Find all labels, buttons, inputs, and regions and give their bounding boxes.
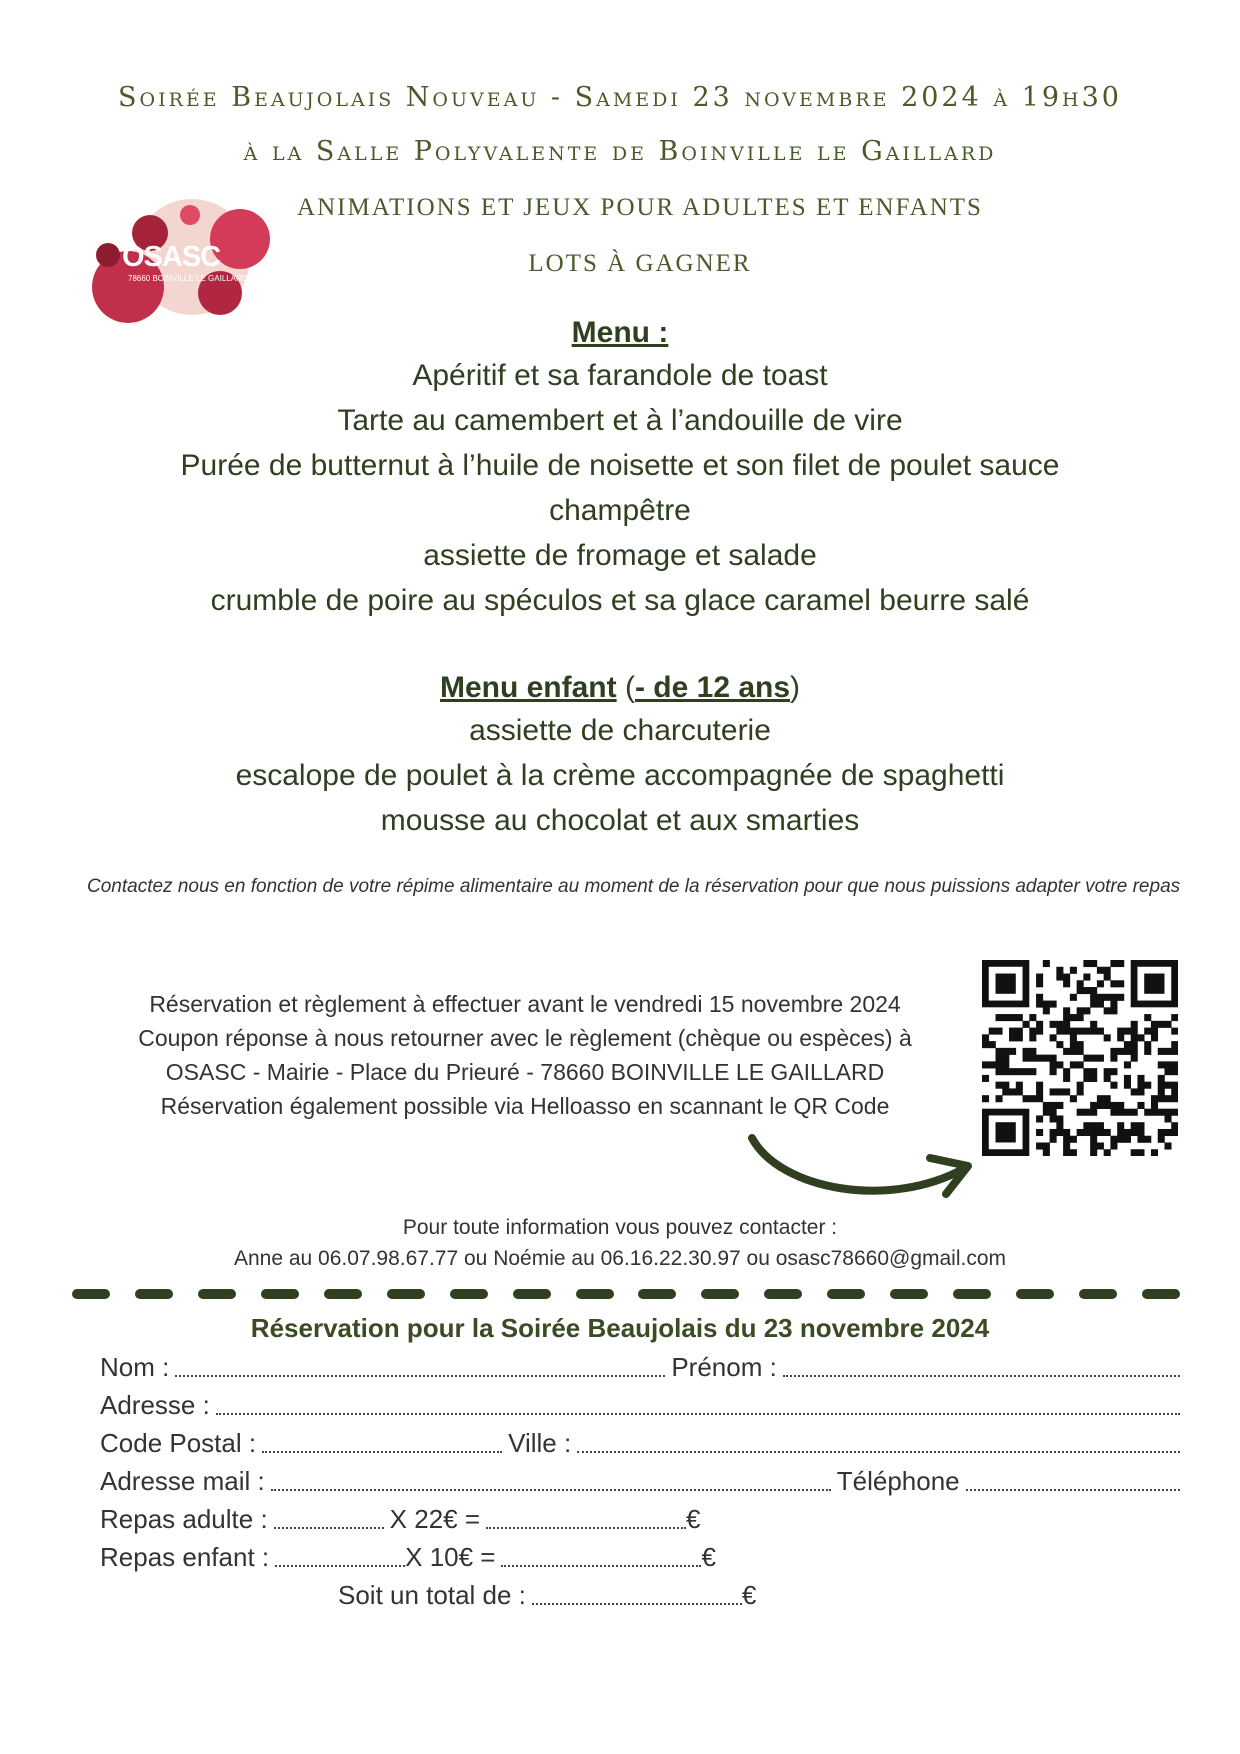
qr-code[interactable] xyxy=(982,960,1178,1156)
menu-item: champêtre xyxy=(549,494,691,527)
euro-sign: € xyxy=(686,1504,701,1534)
contact-line-1: Pour toute information vous pouvez contacter : xyxy=(402,1216,838,1239)
telephone-label: Téléphone xyxy=(836,1466,960,1496)
ville-label: Ville : xyxy=(508,1428,572,1458)
lots-text: LOTS À GAGNER xyxy=(528,250,752,277)
contact-line-2: Anne au 06.07.98.67.77 ou Noémie au 06.16.22.30.97 ou osasc78660@gmail.com xyxy=(233,1247,1007,1270)
animations-text: ANIMATIONS ET JEUX POUR ADULTES ET ENFANTS xyxy=(297,194,983,221)
email-field[interactable] xyxy=(271,1481,831,1491)
form-title: Réservation pour la Soirée Beaujolais du 23 novembre 2024 xyxy=(250,1313,990,1343)
form-row-name xyxy=(100,1345,1180,1383)
reservation-form xyxy=(100,1345,1180,1611)
telephone-field[interactable] xyxy=(966,1481,1180,1491)
form-row-address xyxy=(100,1383,1180,1421)
total-adulte-field[interactable] xyxy=(486,1519,686,1529)
arrow-icon xyxy=(740,1130,980,1210)
form-row-contact xyxy=(100,1459,1180,1497)
menu-item: Tarte au camembert et à l’andouille de vire xyxy=(337,404,903,437)
kids-menu-age: - de 12 ans xyxy=(634,671,791,704)
kids-menu-heading: Menu enfant (- de 12 ans) xyxy=(439,671,801,704)
kids-menu-item: mousse au chocolat et aux smarties xyxy=(380,804,860,837)
diet-note: Contactez nous en fonction de votre répime alimentaire au moment de la réservation pour que nous puissions adapter votre repas xyxy=(87,876,1181,897)
form-row-city xyxy=(100,1421,1180,1459)
adresse-field[interactable] xyxy=(216,1405,1180,1415)
euro-sign: € xyxy=(741,1580,757,1610)
menu-item: Apéritif et sa farandole de toast xyxy=(412,359,828,392)
nom-field[interactable] xyxy=(175,1367,665,1377)
code-postal-label: Code Postal : xyxy=(100,1428,257,1458)
kids-menu-title: Menu enfant xyxy=(439,671,617,704)
prix-enfant-label: X 10€ = xyxy=(405,1542,496,1572)
ville-field[interactable] xyxy=(577,1443,1180,1453)
event-venue: à la Salle Polyvalente de Boinville le Gaillard xyxy=(243,136,997,167)
menu-section xyxy=(0,313,1240,623)
kids-menu-item: escalope de poulet à la crème accompagnée de spaghetti xyxy=(235,759,1005,792)
code-postal-field[interactable] xyxy=(262,1443,502,1453)
kids-menu-item: assiette de charcuterie xyxy=(469,714,771,747)
logo-subtitle: 78660 BOINVILLE LE GAILLARD xyxy=(128,274,248,283)
total-label: Soit un total de : xyxy=(338,1580,526,1610)
reservation-line: Réservation et règlement à effectuer avant le vendredi 15 novembre 2024 xyxy=(149,991,901,1017)
reservation-line: OSASC - Mairie - Place du Prieuré - 78660 BOINVILLE LE GAILLARD xyxy=(165,1059,885,1085)
prenom-field[interactable] xyxy=(783,1367,1180,1377)
prix-adulte-label: X 22€ = xyxy=(389,1504,481,1534)
osasc-logo xyxy=(80,195,280,325)
menu-heading: Menu : xyxy=(571,316,669,349)
total-enfant-field[interactable] xyxy=(501,1557,701,1567)
reservation-line: Réservation également possible via Helloasso en scannant le QR Code xyxy=(160,1093,890,1119)
form-row-child xyxy=(100,1535,1180,1573)
repas-adulte-label: Repas adulte : xyxy=(100,1504,268,1534)
event-title: Soirée Beaujolais Nouveau - Samedi 23 novembre 2024 à 19h30 xyxy=(118,82,1122,113)
repas-enfant-field[interactable] xyxy=(275,1557,405,1567)
menu-item: crumble de poire au spéculos et sa glace caramel beurre salé xyxy=(210,584,1030,617)
menu-item: Purée de butternut à l’huile de noisette et son filet de poulet sauce xyxy=(180,449,1060,482)
prenom-label: Prénom : xyxy=(671,1352,777,1382)
logo-name: OSASC xyxy=(122,241,221,273)
form-row-adult xyxy=(100,1497,1180,1535)
adresse-label: Adresse : xyxy=(100,1390,210,1420)
email-label: Adresse mail : xyxy=(100,1466,265,1496)
menu-item: assiette de fromage et salade xyxy=(423,539,817,572)
kids-menu-section xyxy=(0,668,1240,843)
repas-adulte-field[interactable] xyxy=(274,1519,384,1529)
euro-sign: € xyxy=(701,1542,716,1572)
cut-line xyxy=(72,1289,1180,1299)
reservation-line: Coupon réponse à nous retourner avec le règlement (chèque ou espèces) à xyxy=(138,1025,912,1051)
nom-label: Nom : xyxy=(100,1352,170,1382)
contact-section xyxy=(0,1212,1240,1274)
reservation-info xyxy=(90,987,960,1123)
form-row-total xyxy=(100,1573,1180,1611)
qr-code-icon xyxy=(982,960,1178,1156)
total-field[interactable] xyxy=(532,1595,742,1605)
repas-enfant-label: Repas enfant : xyxy=(100,1542,270,1572)
